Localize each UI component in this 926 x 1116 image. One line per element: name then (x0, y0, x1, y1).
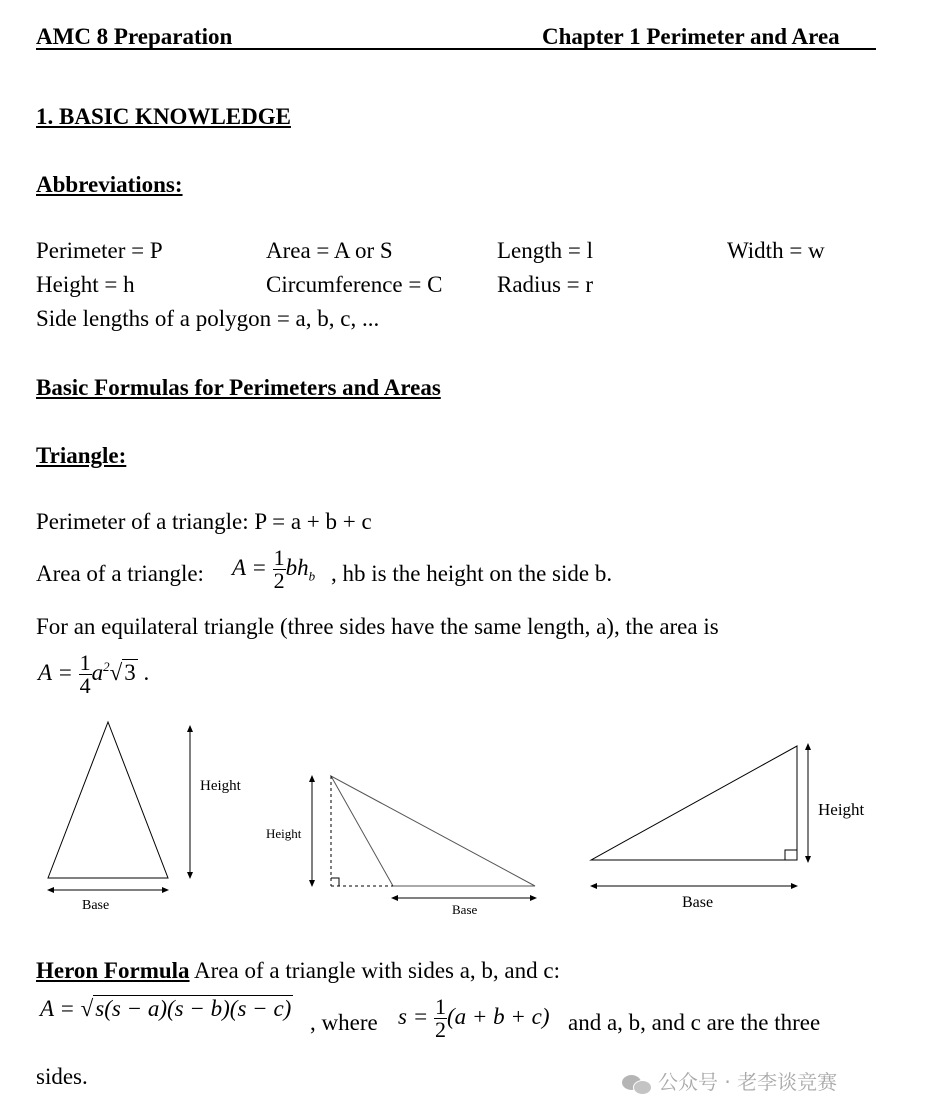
heron-heading: Heron Formula (36, 958, 190, 983)
heron-end: sides. (36, 1064, 88, 1089)
header-right: Chapter 1 Perimeter and Area (542, 24, 840, 49)
base-label-1: Base (82, 898, 110, 913)
triangle-area-suffix: , hb is the height on the side b. (331, 561, 613, 586)
abbr-area: Area = A or S (266, 238, 393, 263)
equilateral-line: For an equilateral triangle (three sides have the same length, a), the area is (36, 614, 719, 639)
semi-one-half-fraction: $\frac{1}{2}$ (434, 994, 446, 1042)
one-half-fraction: $\frac{1}{2}$ (273, 545, 285, 593)
abbr-perimeter: Perimeter = P (36, 238, 163, 263)
heron-tail: and a, b, and c are the three (568, 1010, 821, 1035)
heron-where: , where (310, 1010, 378, 1035)
wechat-icon (622, 1073, 652, 1095)
watermark-text: 公众号 · 老李谈竞赛 (658, 1070, 838, 1094)
triangle-heading: Triangle: (36, 443, 127, 468)
abbr-length: Length = l (497, 238, 594, 263)
basic-formulas-heading: Basic Formulas for Perimeters and Areas (36, 375, 441, 400)
isosceles-triangle (48, 722, 168, 878)
obtuse-triangle (331, 776, 535, 886)
heron-formula: A = √s(s − a)(s − b)(s − c) (40, 996, 292, 1021)
heron-line (36, 958, 560, 984)
right-angle-mark-3 (785, 850, 797, 860)
header-left: AMC 8 Preparation (36, 24, 233, 49)
section-title: 1. BASIC KNOWLEDGE (36, 104, 291, 129)
base-label-2: Base (452, 902, 478, 917)
triangle-area-prefix: Area of a triangle: (36, 561, 204, 586)
height-label-3: Height (818, 800, 865, 819)
right-angle-mark-2 (331, 878, 339, 886)
abbr-circumference: Circumference = C (266, 272, 443, 297)
base-label-3: Base (682, 894, 714, 911)
equilateral-formula: A = $\frac{1}{4}$ $a^2√3$ . (38, 650, 150, 698)
abbreviations-heading: Abbreviations: (36, 172, 183, 197)
height-label-1: Height (200, 778, 241, 794)
triangle-area-formula: A = $\frac{1}{2}$ $bh_b$ (232, 545, 316, 593)
abbr-radius: Radius = r (497, 272, 594, 297)
one-quarter-fraction: $\frac{1}{4}$ (79, 650, 91, 698)
abbr-side-lengths: Side lengths of a polygon = a, b, c, ... (36, 306, 380, 331)
watermark (622, 1066, 837, 1095)
height-label-2: Height (266, 826, 302, 841)
triangle-perimeter-line: Perimeter of a triangle: P = a + b + c (36, 509, 372, 534)
abbr-width: Width = w (727, 238, 825, 263)
abbr-height: Height = h (36, 272, 135, 297)
right-triangle (591, 746, 797, 860)
semi-perimeter-formula: s = $\frac{1}{2}$ (a + b + c) (398, 994, 550, 1042)
heron-description: Area of a triangle with sides a, b, and c: (194, 958, 560, 983)
